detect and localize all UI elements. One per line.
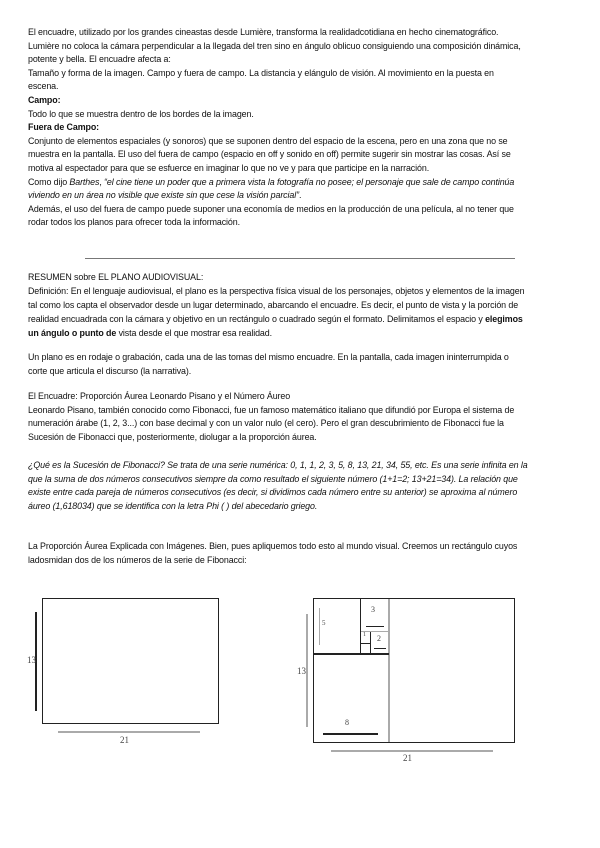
text-segment: El Encuadre: Proporción Áurea Leonardo Pisano y el Número Áureo — [28, 391, 291, 401]
text-segment: Lumière no coloca la cámara perpendicular a la llegada del tren sino en ángulo oblicuo consiguiendo una composición dinámica, — [28, 40, 521, 51]
height-label: 13 — [27, 655, 36, 665]
text-line — [28, 67, 578, 81]
text-line — [28, 417, 578, 431]
text-line — [28, 148, 578, 162]
text-segment: La Proporción Áurea Explicada con Imágenes. Bien, pues apliquemos todo esto al mundo visual. Creemos un rectángulo cuyos — [28, 541, 518, 551]
text-line — [28, 299, 578, 313]
width-measure-line — [58, 731, 200, 733]
text-line — [28, 94, 578, 108]
divider-line — [361, 643, 370, 644]
label-1: 1 — [363, 632, 366, 638]
text-line — [28, 53, 578, 67]
text-line — [28, 390, 578, 404]
bold-text: Fuera de Campo: — [28, 122, 99, 133]
text-line — [28, 404, 578, 418]
text-line — [28, 189, 578, 203]
italic-text: que la suma de dos números consecutivos siempre da como resultado el siguiente número (1+1=2; 13+21=34). La relación que — [28, 473, 518, 484]
text-line — [28, 327, 578, 341]
label-3: 3 — [371, 605, 375, 614]
bold-text: Campo: — [28, 94, 61, 105]
italic-text: ¿Qué es la Sucesión de Fibonacci? Se trata de una serie numérica: 0, 1, 1, 2, 3, 5, 8, 13, 21, 34, 55, etc. Es una serie infinita en la — [28, 460, 528, 470]
proporcion-aurea-section — [28, 390, 578, 444]
width-measure-line — [331, 750, 493, 752]
rectangle-outline — [313, 598, 515, 743]
text-segment: tal como los capta el observador desde un lugar determinado, abarcando el encuadre. Es decir, el punto de vista y la porción de — [28, 299, 519, 310]
text-segment: , — [99, 176, 105, 187]
text-line — [28, 203, 578, 217]
text-segment: Como dijo — [28, 176, 70, 187]
fibonacci-italic-paragraph — [28, 459, 578, 513]
imagenes-intro-paragraph — [28, 540, 578, 567]
text-segment: corte que articula el discurso (la narrativa). — [28, 365, 192, 376]
italic-text: existe entre cada pareja de números consecutivos (es decir, si dividimos cada número entre su anterior) se aproxima al número — [28, 487, 518, 498]
text-segment: muestra en la pantalla. El uso del fuera de campo (espacio en off y sonido en off) permite sugerir sin mostrar las cosas. Así se — [28, 149, 511, 160]
bold-text: un ángulo o punto de — [28, 327, 117, 338]
text-line — [28, 26, 578, 40]
text-line — [28, 108, 578, 122]
text-line — [28, 162, 578, 176]
text-line — [28, 486, 578, 500]
italic-text: Barthes — [69, 176, 100, 187]
text-line — [28, 351, 578, 365]
text-segment: El encuadre, utilizado por los grandes cineastas desde Lumière, transforma la realidadcotidiana en hecho cinematográfico. — [28, 27, 499, 37]
text-segment: ladosmidan dos de los números de la serie de Fibonacci: — [28, 554, 247, 565]
text-segment: Además, el uso del fuera de campo puede suponer una economía de medios en la producción de una película, al no tener que — [28, 203, 514, 214]
rectangle-outline — [42, 598, 219, 724]
italic-text: “el cine tiene un poder que a primera vista la fotografía no posee; el personaje que sale de campo continúa — [104, 176, 515, 187]
resumen-plano-section — [28, 271, 578, 340]
text-segment: Tamaño y forma de la imagen. Campo y fuera de campo. La distancia y elángulo de visión. Al movimiento en la puesta en — [28, 67, 494, 78]
text-line — [28, 459, 578, 473]
text-segment: vista desde el que mostrar esa realidad. — [116, 327, 272, 338]
text-segment: potente y bella. El encuadre afecta a: — [28, 54, 171, 65]
text-segment: numeración árabe (1, 2, 3...) con base decimal y con un valor nulo (el cero). Pero el gran descubrimiento de Fibonacci fue la — [28, 418, 504, 429]
text-segment: Leonardo Pisano, también conocido como Fibonacci, fue un famoso matemático italiano que difundió por Europa el sistema de — [28, 404, 515, 415]
text-line — [28, 365, 578, 379]
text-line — [28, 500, 578, 514]
text-segment: rodar todos los planos para ofrecer toda la información. — [28, 217, 240, 228]
text-segment: RESUMEN sobre EL PLANO AUDIOVISUAL: — [28, 272, 204, 282]
label-8: 8 — [345, 718, 349, 727]
measure-line-3 — [366, 626, 384, 627]
text-line — [28, 135, 578, 149]
horizontal-divider — [85, 258, 515, 259]
text-segment: Sucesión de Fibonacci que, posteriormente, diolugar a la proporción áurea. — [28, 431, 317, 442]
divider-line — [370, 632, 371, 654]
text-line — [28, 540, 578, 554]
divider-line — [388, 599, 390, 742]
italic-text: áureo (1,618034) que se identifica con la letra Phi ( ) del abecedario griego. — [28, 500, 318, 511]
text-line — [28, 431, 578, 445]
bold-text: elegimos — [485, 313, 523, 324]
divider-line — [314, 653, 389, 655]
text-line — [28, 271, 578, 285]
text-line — [28, 473, 578, 487]
width-label: 21 — [403, 753, 412, 763]
text-line — [28, 554, 578, 568]
text-segment: Conjunto de elementos espaciales (y sonoros) que se suponen dentro del espacio de la escena, pero en una zona que no se — [28, 135, 508, 146]
width-label: 21 — [120, 735, 129, 745]
text-line — [28, 40, 578, 54]
measure-line-2 — [374, 648, 386, 649]
text-line — [28, 176, 578, 190]
text-line — [28, 313, 578, 327]
height-measure-line — [306, 614, 308, 727]
text-line — [28, 216, 578, 230]
text-segment: motiva al espectador para que se esfuerce en imaginar lo que no ve y para que participe en la narración. — [28, 162, 430, 173]
measure-line-5 — [319, 608, 320, 645]
text-segment: Todo lo que se muestra dentro de los bordes de la imagen. — [28, 108, 254, 119]
text-line — [28, 285, 578, 299]
divider-line — [360, 599, 361, 654]
plano-definition-paragraph — [28, 351, 578, 378]
text-segment: Un plano es en rodaje o grabación, cada una de las tomas del mismo encuadre. En la pantalla, cada imagen ininterrumpida o — [28, 352, 509, 362]
height-label: 13 — [297, 666, 306, 676]
text-segment: escena. — [28, 81, 59, 92]
measure-line-8 — [323, 733, 378, 735]
text-segment: realidad encuadrada con la cámara y objetivo en un rectángulo o cuadrado según el formato. Delimitamos el espacio y — [28, 313, 486, 324]
text-line — [28, 80, 578, 94]
italic-text: viviendo en un área no visible que existe sin que cese la visión parcial” — [28, 190, 299, 201]
text-line — [28, 121, 578, 135]
label-2: 2 — [377, 634, 381, 643]
intro-encuadre-section — [28, 26, 578, 230]
text-segment: . — [298, 190, 302, 201]
label-5: 5 — [322, 619, 326, 627]
text-segment: Definición: En el lenguaje audiovisual, el plano es la perspectiva física visual de los personajes, objetos y elementos de la imagen — [28, 285, 525, 296]
